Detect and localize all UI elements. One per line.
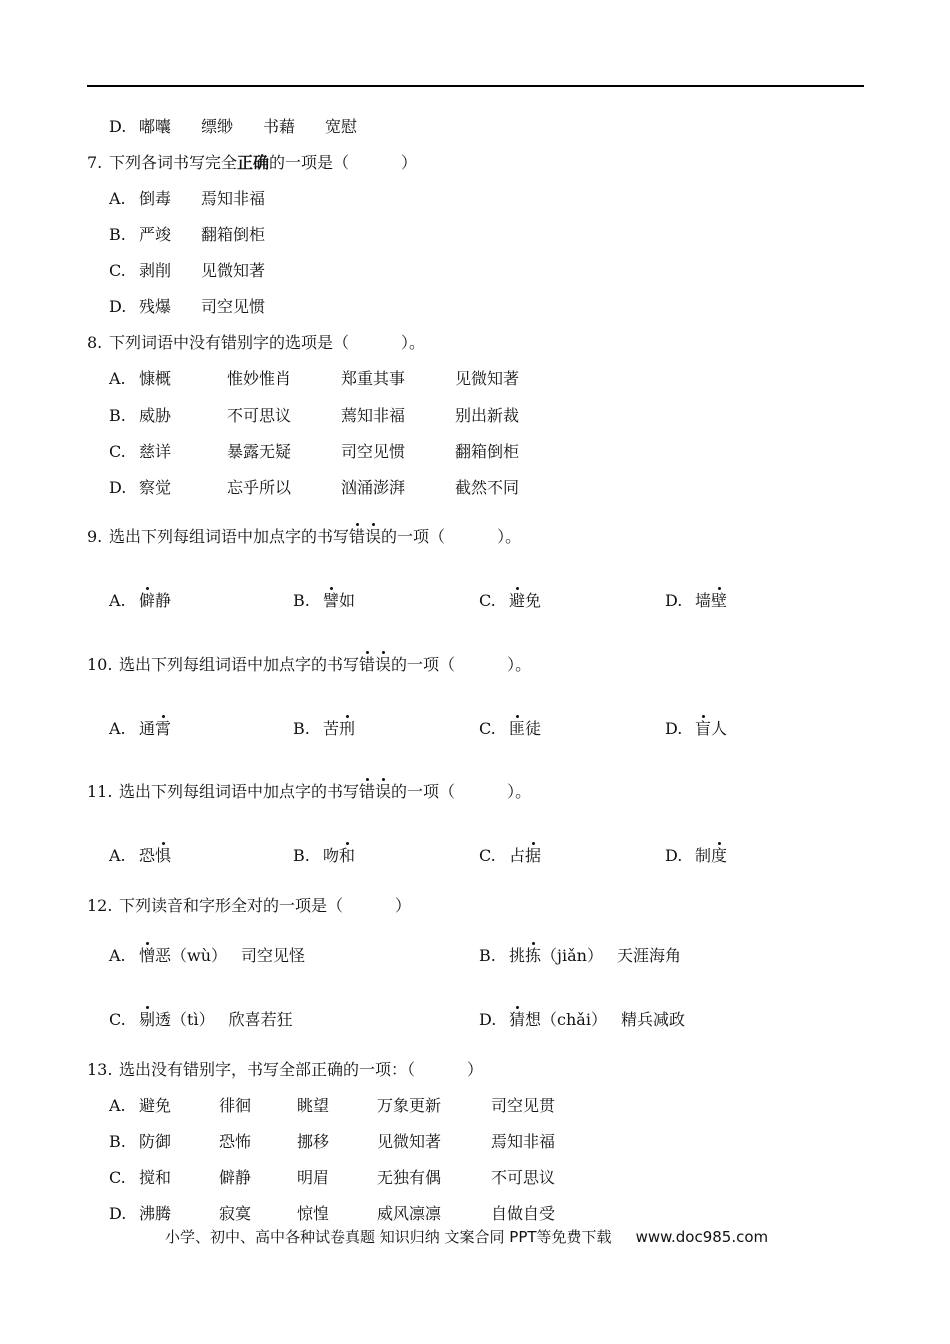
header-rule	[87, 85, 864, 87]
emphasis-dots	[349, 527, 381, 546]
q8-option-a: A. 慷概 惟妙惟肖 郑重其事 见微知著	[109, 369, 520, 388]
q9-option-a: A. 僻静	[109, 591, 172, 610]
q9-option-d: D. 墙壁	[665, 591, 728, 610]
q10-option-c: C. 匪徒	[479, 719, 542, 738]
footer-text: 小学、初中、高中各种试卷真题 知识归纳 文案合同 PPT等免费下载	[165, 1228, 612, 1246]
q11-option-b: B. 吻和	[293, 846, 356, 865]
q10-option-d: D. 盲人	[665, 719, 728, 738]
q11-option-d: D. 制度	[665, 846, 728, 865]
q7-option-a: A. 倒毒 焉知非福	[109, 189, 266, 208]
dotted-char: 错	[349, 527, 366, 546]
dotted-char: 误	[375, 655, 392, 674]
q11-stem: 11. 选出下列每组词语中加点字的书写错误的一项（ ）。	[87, 782, 532, 801]
q7-stem: 7. 下列各词书写完全正确的一项是（ ）	[87, 153, 418, 172]
emphasis-dots	[359, 655, 391, 674]
dotted-char: 误	[365, 527, 382, 546]
q6-option-d: D. 嘟囔 缥缈 书藉 宽慰	[109, 117, 358, 136]
q8-option-d: D. 察觉 忘乎所以 汹涌澎湃 截然不同	[109, 478, 520, 497]
q12-option-c: C. 剔透（tì） 欣喜若狂	[109, 1010, 293, 1029]
q9-option-b: B. 譬如	[293, 591, 356, 610]
q7-option-d: D. 残爆 司空见惯	[109, 297, 266, 316]
footer	[165, 1226, 768, 1248]
q13-option-d: D. 沸腾 寂寞 惊惶 威风凛凛 自做自受	[109, 1204, 556, 1223]
q8-option-c: C. 慈详 暴露无疑 司空见惯 翻箱倒柜	[109, 442, 520, 461]
q12-stem: 12. 下列读音和字形全对的一项是（ ）	[87, 896, 412, 915]
q8-stem: 8. 下列词语中没有错别字的选项是（ ）。	[87, 333, 426, 352]
dotted-char: 错	[359, 655, 376, 674]
q11-option-a: A. 恐惧	[109, 846, 172, 865]
q9-stem: 9. 选出下列每组词语中加点字的书写错误的一项（ ）。	[87, 527, 522, 546]
dotted-char: 错	[359, 782, 376, 801]
q7-option-b: B. 严竣 翻箱倒柜	[109, 225, 266, 244]
q12-option-a: A. 憎恶（wù） 司空见怪	[109, 946, 306, 965]
q8-option-b: B. 威胁 不可思议 蔫知非福 别出新裁	[109, 406, 520, 425]
q13-stem: 13. 选出没有错别字，书写全部正确的一项：（ ）	[87, 1060, 484, 1079]
dotted-char: 误	[375, 782, 392, 801]
q13-option-a: A. 避免 徘徊 眺望 万象更新 司空见贯	[109, 1096, 556, 1115]
q11-option-c: C. 占据	[479, 846, 542, 865]
q10-option-a: A. 通霄	[109, 719, 172, 738]
q12-option-d: D. 猜想（chǎi） 精兵减政	[479, 1010, 685, 1029]
q13-option-b: B. 防御 恐怖 挪移 见微知著 焉知非福	[109, 1132, 556, 1151]
q10-option-b: B. 苦刑	[293, 719, 356, 738]
q12-option-b: B. 挑拣（jiǎn） 天涯海角	[479, 946, 681, 965]
q10-stem: 10. 选出下列每组词语中加点字的书写错误的一项（ ）。	[87, 655, 532, 674]
q7-option-c: C. 剥削 见微知著	[109, 261, 266, 280]
emphasis-dots	[359, 782, 391, 801]
footer-url[interactable]: www.doc985.com	[635, 1228, 769, 1246]
q9-option-c: C. 避免	[479, 591, 542, 610]
q13-option-c: C. 搅和 僻静 明眉 无独有偶 不可思议	[109, 1168, 556, 1187]
